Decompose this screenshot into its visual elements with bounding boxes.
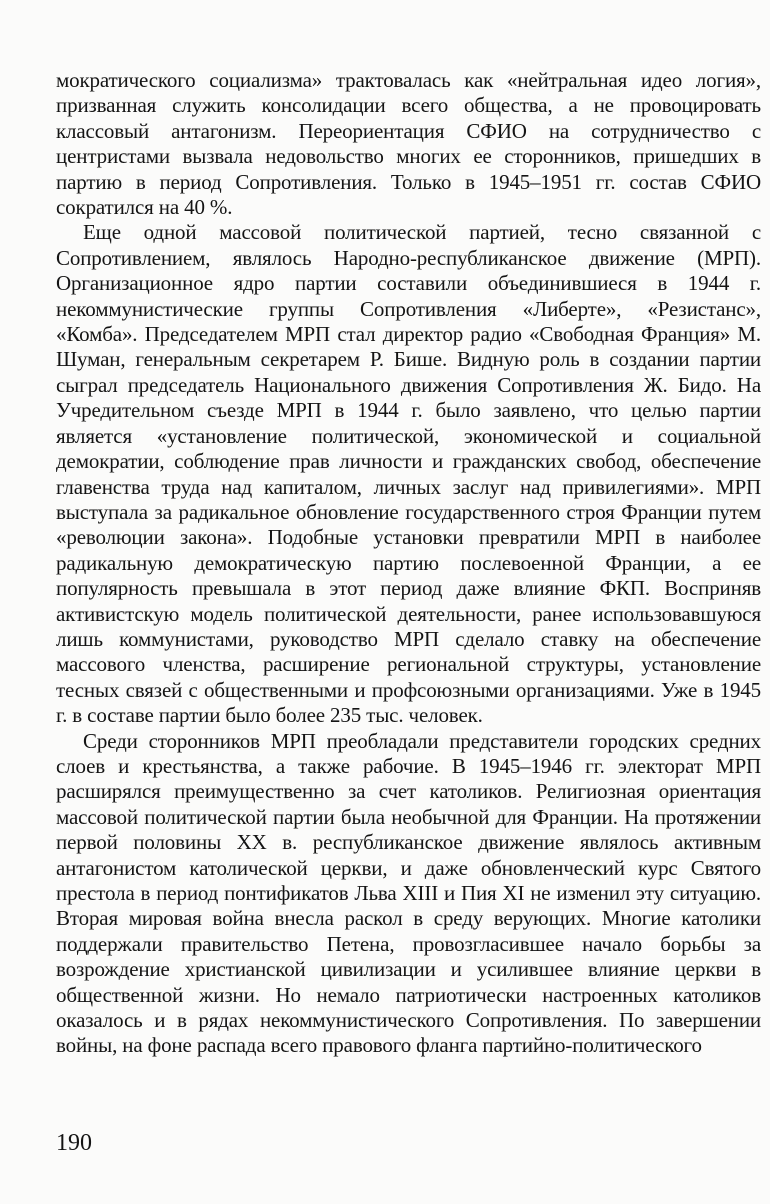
body-text: [56, 68, 761, 1059]
paragraph-3: Среди сторонников МРП преобладали представители городских средних слоев и крестьянства, а также рабочие. В 1945–1946 гг. электорат МРП расширялся преимущественно за счет католиков. Религиозная ориентация массовой политической партии была необычной для Франции. На протяжении первой половины XX в. республиканское движение являлось активным антагонистом католической церкви, и даже обновленческий курс Святого престола в период понтификатов Льва XIII и Пия XI не изменил эту ситуацию. Вторая мировая война внесла раскол в среду верующих. Многие католики поддержали правительство Петена, провозгласившее начало борьбы за возрождение христианской цивилизации и усилившее влияние церкви в общественной жизни. Но немало патриотически настроенных католиков оказалось и в рядах некоммунистического Сопротивления. По завершении войны, на фоне распада всего правового фланга партийно-политического: [56, 728, 761, 1058]
paragraph-2: Еще одной массовой политической партией, тесно связанной с Сопротивлением, являлось Народно-республиканское движение (МРП). Организационное ядро партии составили объединившиеся в 1944 г. некоммунистические группы Сопротивления «Либерте», «Резистанс», «Комба». Председателем МРП стал директор радио «Свободная Франция» М. Шуман, генеральным секретарем Р. Бише. Видную роль в создании партии сыграл председатель Национального движения Сопротивления Ж. Бидо. На Учредительном съезде МРП в 1944 г. было заявлено, что целью партии является «установление политической, экономической и социальной демократии, соблюдение прав личности и гражданских свобод, обеспечение главенства труда над капиталом, личных заслуг над привилегиями». МРП выступала за радикальное обновление государственного строя Франции путем «революции закона». Подобные установки превратили МРП в наиболее радикальную демократическую партию послевоенной Франции, а ее популярность превышала в этот период даже влияние ФКП. Восприняв активистскую модель политической деятельности, ранее использовавшуюся лишь коммунистами, руководство МРП сделало ставку на обеспечение массового членства, расширение региональной структуры, установление тесных связей с общественными и профсоюзными организациями. Уже в 1945 г. в составе партии было более 235 тыс. человек.: [56, 220, 761, 728]
page-number: 190: [56, 1130, 92, 1156]
paragraph-1: мократического социализма» трактовалась как «нейтральная идео логия», призванная служить консолидации всего общества, а не провоцировать классовый антагонизм. Переориентация СФИО на сотрудничество с центристами вызвала недовольство многих ее сторонников, пришедших в партию в период Сопротивления. Только в 1945–1951 гг. состав СФИО сократился на 40 %.: [56, 68, 761, 220]
